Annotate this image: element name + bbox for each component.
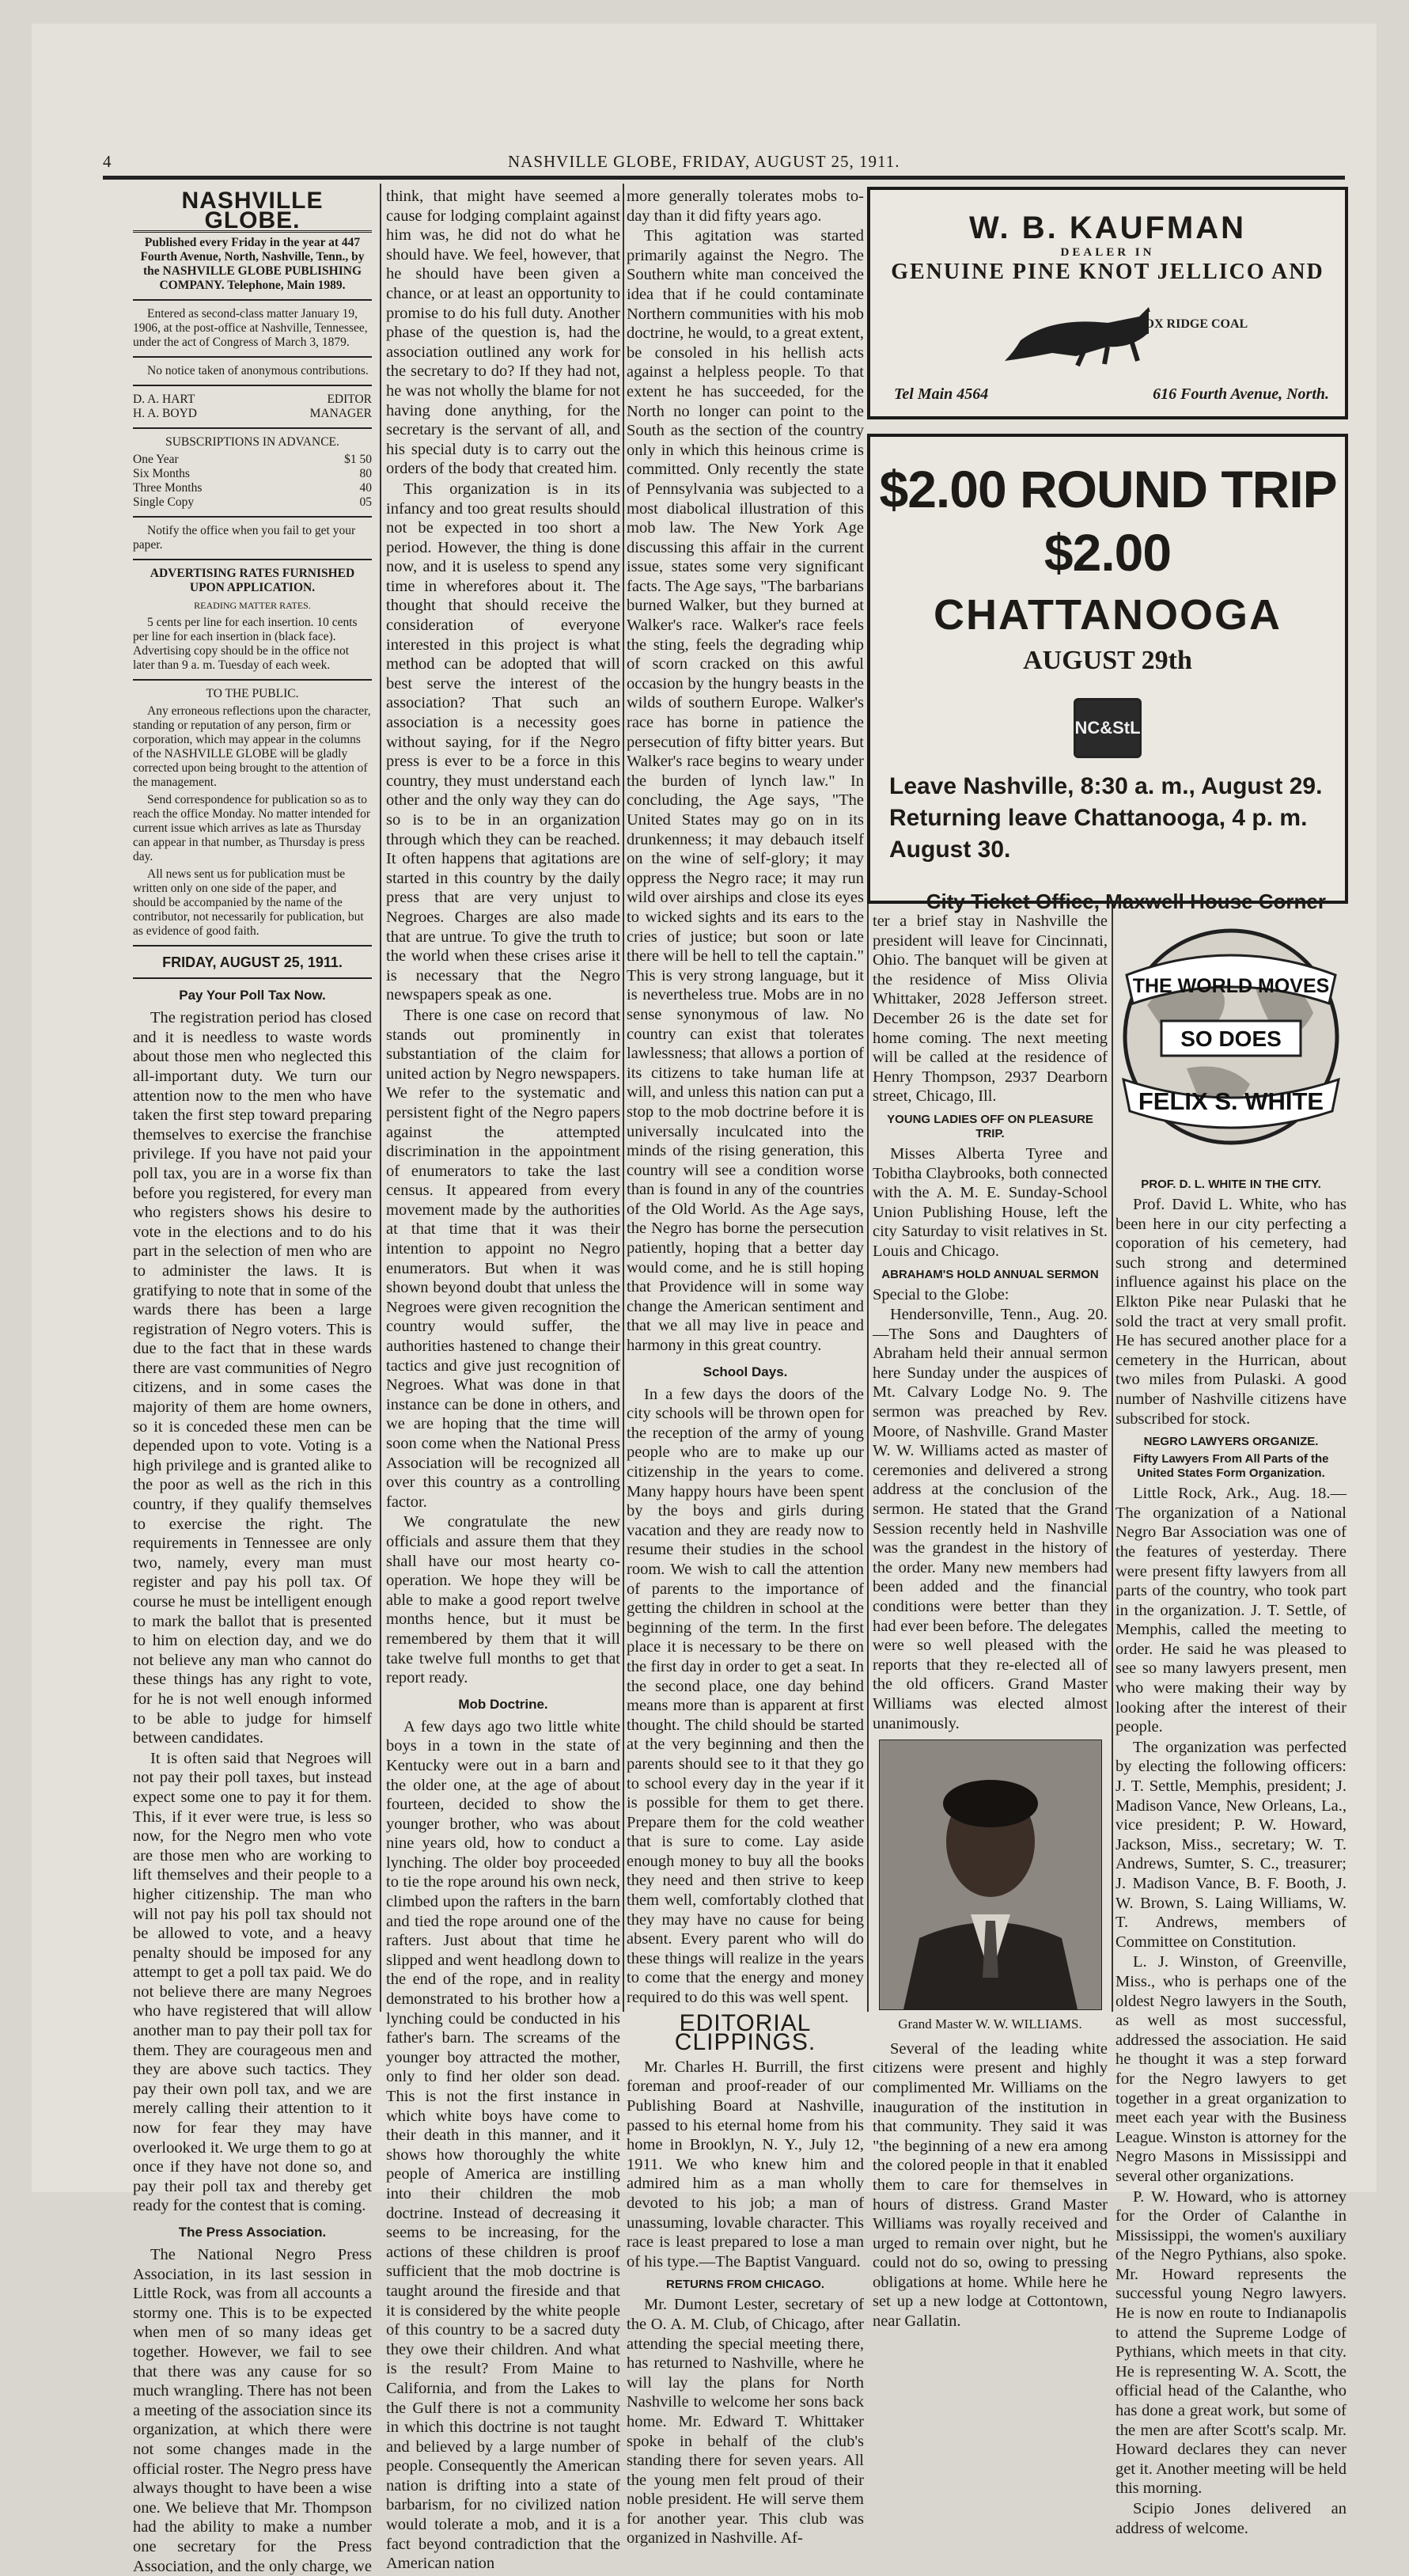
page-header xyxy=(103,152,1345,176)
article-paragraph: A few days ago two little white boys in a town in the state of Kentucky were out in a barn and the older one, at the age of about fourteen, decided to show the younger brother, who was about nine years old, how to conduct a lynching. The older boy proceeded to tie the rope around his own neck, climbed upon the rafters in the barn and tied the rope around one of the rafters. Just about that time he slipped and went headlong down to the end of the rope, and in reality demonstrated to his brother how a lynching could be conducted in his father's barn. The screams of the younger boy attracted the mother, only to find her older son dead. This is not the first instance in which white boys have come to their death in this manner, and it shows how thoroughly the white people of America are instilling into their children the mob doctrine. Instead of decreasing it seems to be increasing, for the actions of these children is proof sufficient that the mob doctrine is taught around the fireside and that it is considered by the white people of this country to be a sacred duty they owe their children. And what is the result? From Maine to California, and from the Lakes to the Gulf there is not a community in which this doctrine is not taught and believed by a large number of people. Consequently the American nation is drifting into a state of barbarism, for no civilized nation would tolerate a mob, and it is a fact beyond contradiction that the American nation xyxy=(386,1717,620,2573)
public-text: Any erroneous reflections upon the character, standing or reputation of any person, firm or corporation, which may appear in the columns of the NASHVILLE GLOBE will be gladly corrected upon being brought to the attention of the management. xyxy=(133,704,371,790)
logo-text: FOX RIDGE COAL xyxy=(1136,317,1248,331)
ad-date: AUGUST 29th xyxy=(1023,646,1192,675)
article-paragraph: In a few days the doors of the city schools will be thrown open for the reception of the army of young people who are to make up our citizenship in the years to come. Many happy hours have been spent by the boys and girls during vacation and they are ready now to resume their studies in the school room. We wish to call the attention of parents to the importance of getting the children in school at the beginning of the term. In the first place it is necessary to be there on the first day in order to get a seat. In the second place, one day behind means more than is apparent at first thought. The child should be started at the very beginning and then the parents should see to it that they go to school every day in the year if it is possible for them to get there. Prepare them for the cold weather that is sure to come. Lay aside enough money to buy all the books they need and then strive to keep them well, comfortably clothed that they may have no cause for being absent. Every parent who will do these things will realize in the years to come that the energy and money required to do this was well spent. xyxy=(627,1385,864,2007)
rate-row: One Year $1 50 xyxy=(133,453,372,467)
ad-phone: Tel Main 4564 xyxy=(894,385,989,403)
ad-dealer: DEALER IN xyxy=(1060,246,1155,259)
article-paragraph: L. J. Winston, of Greenville, Miss., who is perhaps one of the oldest Negro lawyers in the South, as well as most successful, addressed the association. He said he thought it was a step forward for the Negro lawyers to get together in a great organization to meet each year with the Business League. Winston is attorney for the Negro Masons in Mississippi and several other organizations. xyxy=(1115,1953,1347,2185)
subscription-rates xyxy=(133,453,372,510)
ad-address: 616 Fourth Avenue, North. xyxy=(1153,385,1329,403)
article-dateline: Special to the Globe: xyxy=(873,1285,1009,1303)
article-paragraph: Scipio Jones delivered an address of welcome. xyxy=(1115,2500,1347,2537)
rate-row: Six Months 80 xyxy=(133,467,372,481)
rate-row: Three Months 40 xyxy=(133,481,372,495)
article-paragraph: It is often said that Negroes will not pay their poll taxes, but instead expect some one to pay it for them. This, if it ever were true, is less so now, for the Negro men who vote are those men who are working to lift themselves and their people to a higher citizenship. The man who will not pay his poll tax should not be allowed to vote, and a heavy penalty should be imposed for any attempt to get a poll tax paid. We do not believe there are many Negroes who have registered that will allow another man to pay their poll tax for them. They are courageous men and they are above such tactics. They pay their own poll tax, and we are merely calling their attention to it now for fear they may have overlooked it. We urge them to go at once if they have not done so, and pay their poll tax and thereby get ready for the contest that is coming. xyxy=(133,1749,372,2215)
page-title: NASHVILLE GLOBE, FRIDAY, AUGUST 25, 1911. xyxy=(508,152,900,171)
divider xyxy=(133,356,372,358)
article-headline: Pay Your Poll Tax Now. xyxy=(179,988,326,1003)
editorial-clippings-headline: EDITORIAL CLIPPINGS. xyxy=(674,2009,816,2056)
publisher-line: Published every Friday in the year at 447 Fourth Avenue, North, Nashville, Tenn., by the NASHVILLE GLOBE PUBLISHING COMPANY. Telephone, Main 1989. xyxy=(140,236,365,293)
round-trip-ad xyxy=(867,434,1348,913)
article-paragraph: Mr. Dumont Lester, secretary of the O. A. M. Club, of Chicago, after attending the special meeting there, has returned to Nashville, where he will lay the plans for North Nashville to welcome her sons back home. Mr. Edward T. Whittaker spoke in behalf of the club's standing there for seven years. All the young men felt proud of their noble president. He will serve them for another year. This club was organized in Nashville. Af- xyxy=(627,2296,864,2548)
rate-row: Single Copy 05 xyxy=(133,495,372,510)
divider xyxy=(133,299,372,301)
ad-line-3: FELIX S. WHITE xyxy=(1138,1087,1324,1115)
notify-line: Notify the office when you fail to get your paper. xyxy=(133,524,356,552)
article-paragraph: P. W. Howard, who is attorney for the Order of Calanthe in Mississippi, the women's auxiliary of the Negro Pythians, also spoke. Mr. Howard represents the successful young Negro lawyers. He is now en route to Indianapolis to attend the Supreme Lodge of Pythians, which meets in that city. He is representing W. A. Scott, the official head of the Calanthe, who has done a great work, but some of the men are after Scott's scalp. Mr. Howard declares they can never get it. Another meeting will be held this morning. xyxy=(1115,2187,1347,2498)
advertising-head: ADVERTISING RATES FURNISHED UPON APPLICATION. xyxy=(150,567,355,595)
ad-city: CHATTANOOGA xyxy=(934,591,1282,639)
ad-ticket-office: City Ticket Office, Maxwell House Corner xyxy=(926,890,1326,913)
ad-footer xyxy=(894,385,1329,404)
column-rule xyxy=(623,184,624,2012)
article-headline: RETURNS FROM CHICAGO. xyxy=(666,2278,824,2292)
price-right: $2.00 xyxy=(1043,523,1172,582)
notice-line: No notice taken of anonymous contributions. xyxy=(147,364,369,378)
article-paragraph: We congratulate the new officials and assure them that they shall have our most hearty co-operation. We hope they will be able to make a good report twelve months hence, but it must be remembered by them that it will take twelve full months to get that report ready. xyxy=(386,1513,620,1687)
column-4 xyxy=(873,912,1108,2331)
kaufman-coal-ad xyxy=(867,187,1348,419)
dateline: FRIDAY, AUGUST 25, 1911. xyxy=(162,954,343,971)
article-paragraph: Misses Alberta Tyree and Tobitha Claybrooks, both connected with the A. M. E. Sunday-School Union Publishing House, left the city Saturday to visit relatives in St. Louis and Chicago. xyxy=(873,1144,1108,1260)
column-rule xyxy=(1112,902,1113,2012)
staff-row: H. A. BOYD MANAGER xyxy=(133,407,372,421)
article-headline: Mob Doctrine. xyxy=(458,1696,548,1712)
entry-line: Entered as second-class matter January 19, 1906, at the post-office at Nashville, Tennessee, under the act of Congress of March 3, 1879. xyxy=(133,307,368,350)
page-number: 4 xyxy=(103,152,112,171)
portrait-icon xyxy=(880,1740,1101,2009)
article-paragraph: This organization is in its infancy and too great results should not be expected in too short a period. However, the thing is done now, and it is useless to spend any time in wherefores about it. The thought that should receive the consideration of everyone interested in this project is what method can be adopted that will best serve the interest of the association? That such an association is a necessity goes without saying, for if the Negro press is ever to be a force in this country, they must understand each other and the only way they can do so is to be in an organization through which they can be reached. It often happens that agitations are started in this country by the daily press that are very unjust to Negroes. Charges are also made that are untrue. To give the truth to the world when these crises arise it is necessary that the Negro newspapers speak as one. xyxy=(386,480,620,1004)
public-text: Send correspondence for publication so as to reach the office Monday. No matter intended for current issue which arrives as late as Thursday can appear in that number, as Thursday is press day. xyxy=(133,793,370,864)
portrait-photo xyxy=(879,1739,1102,2010)
divider xyxy=(133,559,372,560)
article-headline: YOUNG LADIES OFF ON PLEASURE TRIP. xyxy=(887,1112,1093,1140)
article-paragraph: Little Rock, Ark., Aug. 18.—The organization of a National Negro Bar Association was one of the features of yesterday. There were present fifty lawyers from all parts of the country, who took part in the organization. J. T. Settle, of Memphis, called the meeting to order. He said he was pleased to see so many lawyers present, men who were making their way by looking after the interest of their people. xyxy=(1115,1485,1347,1736)
article-paragraph: The National Negro Press Association, in its last session in Little Rock, was from all accounts a stormy one. This is to be expected when men of so many ideas get together. However, we fail to see that there was any cause for so much wrangling. There has not been a meeting of the association since its organization, at which there were not some changes made in the official roster. The Negro press have always thought to have been a wise one. We believe that Mr. Thompson had the ability to make a number one secretary for the Press Association, and the only charge, we xyxy=(133,2246,372,2575)
column-2 xyxy=(386,187,620,2573)
divider xyxy=(133,385,372,386)
column-rule xyxy=(380,184,381,2012)
ad-name: W. B. KAUFMAN xyxy=(968,211,1247,245)
masthead-info xyxy=(133,236,372,939)
public-head: TO THE PUBLIC. xyxy=(206,687,299,701)
advertising-body: 5 cents per line for each insertion. 10 cents per line for each insertion in (black face). Advertising copy should be in the office not later than 9 a. m. Tuesday of each week. xyxy=(133,616,358,673)
photo-caption: Grand Master W. W. WILLIAMS. xyxy=(898,2016,1082,2032)
article-paragraph: There is one case on record that stands out prominently in substantiation of the claim for united action by Negro newspapers. We refer to the systematic and persistent fight of the Negro papers against the attempted discrimination in the appointment of enumerators to take the last census. It appeared from every movement made by the authorities at that time that it was their intention to appoint no Negro enumerators. But when it was shown beyond doubt that unless the Negroes were given recognition the country would suffer, the authorities hastened to change their tactics and give just recognition of Negroes. What was done in that instance can be done in others, and we are hoping that the time will soon come when the National Press Association will be recognized all over this country as a controlling factor. xyxy=(386,1006,620,1511)
article-headline: ABRAHAM'S HOLD ANNUAL SERMON xyxy=(881,1267,1099,1281)
divider xyxy=(133,945,372,947)
divider xyxy=(133,977,372,979)
article-paragraph: This agitation was started primarily against the Negro. The Southern white man conceived the idea that if he could contaminate Northern communities with his mob doctrine, he would, to a great extent, be consoled in his hellish acts against a helpless people. To that extent he has succeeded, for the North no longer can point to the South as the section of the country only in which this heinous crime is committed. Only recently the state of Pennsylvania was subjected to a most diabolical illustration of this mob law. The New York Age discussing this affair in the current issue, states some very significant facts. The Age says, "The barbarians burned Walker, but they burned at Walker's race. Walker's race feels the sting, feels the degrading whip of scorn cracked on this awful occasion by the hungry beasts in the wilds of southern Europe. Walker's race has borne in patience the persecution of fifty bitter years. But Walker's race begins to weary under the burden of lynch law." In concluding, the Age says, "The United States may go on in its drunkenness; it may debauch itself on the wine of self-glory; it may oppress the Negro race; it may run wild over airships and close its eyes to wicked sights and its ears to the cries of justice; but soon or late there will be hell to tell the captain." This is very strong language, but it is nevertheless true. Mobs are in no sense synonymous of law. No country can exist that tolerates lawlessness; that allows a portion of its citizens to take human life at will, and unless this nation can put a stop to the mob doctrine before it is universally inculcated into the minds of the rising generation, this country will see a condition worse than is found in any of the countries of the Old World. As the Age says, the Negro has borne the persecution patiently, hoping that a better day would come, and he is still hoping that Providence will in some way change the American sentiment and that we all may live in peace and harmony in this great country. xyxy=(627,227,865,1355)
article-paragraph: Prof. David L. White, who has been here in our city perfecting a coporation of his cemetery, had such strong and determined influence against his place on the Elkton Pike near Pulaski that he sold the tract at very small profit. He has secured another place for a cemetery in the Hurrican, about two miles from Pulaski. A good number of Nashville citizens have subscribed for stock. xyxy=(1115,1196,1347,1428)
staff-row: D. A. HART EDITOR xyxy=(133,393,372,407)
ad-headline-row xyxy=(870,457,1345,584)
article-paragraph: think, that might have seemed a cause for lodging complaint against him was, he did not do what he should have. We feel, however, that he should have been given a chance, or at least an opportunity to promise to do his full duty. Another phase of the question is, had the association outlined any work for the secretary to do? If they had not, he was not wholly the blame for not having done anything, for the secretary is the servant of all, and his special duty is to carry out the orders of the body that created him. xyxy=(386,188,620,478)
article-headline: NEGRO LAWYERS ORGANIZE. xyxy=(1143,1435,1319,1449)
felix-white-ad xyxy=(1115,918,1347,1155)
article-paragraph: The organization was perfected by electing the following officers: J. T. Settle, Memphis, president; J. Madison Vance, New Orleans, La., vice president; P. W. Howard, Jackson, Miss., secretary; W. T. Andrews, Sumter, S. C., treasurer; J. Madison Vance, B. F. Booth, J. W. Brown, S. Laing Williams, W. T. Andrews, members of Committee on Constitution. xyxy=(1115,1738,1347,1951)
column-5 xyxy=(1115,1171,1347,2537)
ad-line-1: THE WORLD MOVES xyxy=(1132,975,1330,997)
article-subheadline: Fifty Lawyers From All Parts of the United States Form Organization. xyxy=(1133,1452,1329,1481)
article-headline: The Press Association. xyxy=(178,2225,327,2240)
column-3 xyxy=(627,187,865,2548)
article-paragraph: ter a brief stay in Nashville the president will leave for Cincinnati, Ohio. The banquet will be given at the residence of Miss Olivia Whittaker, 2028 Jefferson street. December 26 is the date set for home coming. The next meeting will be called at the residence of Henry Thompson, 2937 Dearborn street, Chicago, Ill. xyxy=(873,912,1108,1106)
divider xyxy=(133,516,372,518)
column-1 xyxy=(133,187,372,2575)
fox-logo-icon xyxy=(870,285,1345,372)
article-paragraph: Hendersonville, Tenn., Aug. 20.—The Sons and Daughters of Abraham held their annual sermon here Sunday under the auspices of Mt. Calvary Lodge No. 9. The sermon was preached by Rev. Moore, of Nashville. Grand Master W. W. Williams acted as master of ceremonies and delivered a strong address at the conclusion of the sermon. He stated that the Grand Session recently held in Nashville was the grandest in the history of the order. Many new members had been added and the financial conditions were better than they had ever been before. The delegates were so well pleased with the reports that they re-elected all of the old officers. Grand Master Williams was elected almost unanimously. xyxy=(873,1306,1108,1732)
article-paragraph: Several of the leading white citizens were present and highly complimented Mr. Williams on the inauguration of the institution in that community. They said it was "the beginning of a new era among the colored people in that it enabled them to care for themselves in hours of distress. Grand Master Williams was royally received and urged to remain over night, but he could not do so, owing to pressing obligations at home. While here he set up a new lodge at Cottontown, near Gallatin. xyxy=(873,2039,1108,2331)
railroad-logo-icon: NC&StL xyxy=(1074,698,1142,758)
advertising-sub: READING MATTER RATES. xyxy=(194,600,311,612)
article-paragraph: The registration period has closed and it is needless to waste words about those men who neglected this all-important duty. We turn our attention now to the men who have taken the first step toward preparing themselves to exercise the franchise privilege. If you have not paid your poll tax, you are in a worse fix than before you registered, for every man who registers shows his desire to vote in the elections and to do his part in the selection of men who are to administer the laws. It is gratifying to note that in some of the wards there has been a large registration of Negro voters. This is due to the fact that in these wards there are vast communities of Negro citizens, and in some cases the majority of them are home owners, so it is conceded these men can be depended upon to vote. Voting is a high privilege and is granted alike to the poor as well as the rich in this country, if they qualify themselves to exercise the right. The requirements in Tennessee are only two, namely, every man must register and pay his poll tax. Of course he must be intelligent enough to mark the ballot that is presented to him on election day, and we do not believe any man who cannot do these things has any right to vote, for he is not well enough informed to be able to judge for himself between candidates. xyxy=(133,1009,372,1747)
subscriptions-head: SUBSCRIPTIONS IN ADVANCE. xyxy=(165,435,339,450)
article-headline: PROF. D. L. WHITE IN THE CITY. xyxy=(1141,1178,1321,1191)
divider xyxy=(133,427,372,429)
public-text: All news sent us for publication must be written only on one side of the paper, and should be accompanied by the name of the contributor, not necessarily for publication, but as evidence of good faith. xyxy=(133,867,364,939)
price-left: $2.00 xyxy=(879,460,1006,518)
article-paragraph: Mr. Charles H. Burrill, the first foreman and proof-reader of our Publishing Board at Nashville, passed to his eternal home from his home in Brooklyn, N. Y., July 12, 1911. We who knew him and admired him as a man wholly devoted to his job; a man of unassuming, lovable character. This race is least prepared to lose a man of his type.—The Baptist Vanguard. xyxy=(627,2058,864,2271)
headline: ROUND TRIP xyxy=(1020,460,1336,518)
header-rule xyxy=(103,176,1345,180)
ad-product: GENUINE PINE KNOT JELLICO AND xyxy=(891,260,1324,284)
divider xyxy=(133,679,372,681)
article-paragraph: more generally tolerates mobs to-day than it did fifty years ago. xyxy=(627,188,864,225)
ad-line-2: SO DOES xyxy=(1180,1026,1282,1051)
article-headline: School Days. xyxy=(703,1364,788,1379)
ad-schedule: Leave Nashville, 8:30 a. m., August 29. Returning leave Chattanooga, 4 p. m. August 30. xyxy=(889,773,1323,863)
staff-list xyxy=(133,393,372,421)
masthead-title: NASHVILLE GLOBE. xyxy=(133,192,372,233)
column-rule xyxy=(867,902,869,2012)
